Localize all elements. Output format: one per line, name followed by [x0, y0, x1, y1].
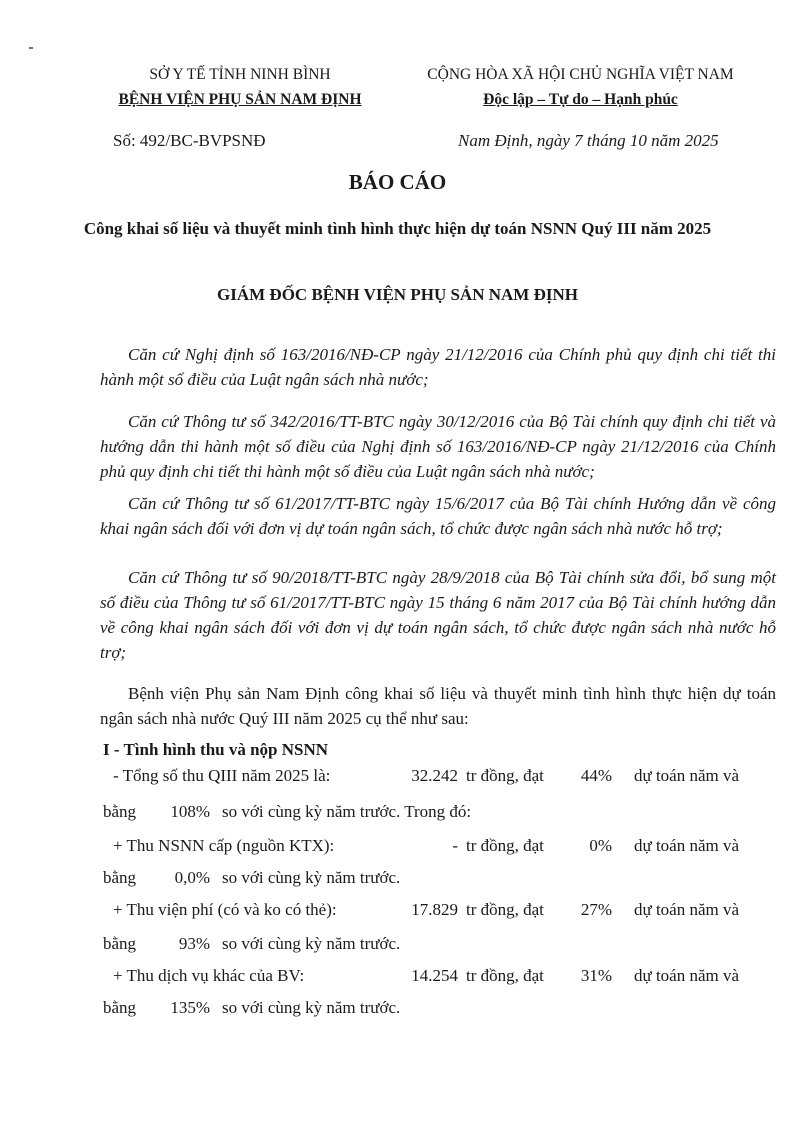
- yoy-tail-text: so với cùng kỳ năm trước.: [222, 934, 401, 953]
- unit-text: tr đồng, đạt: [466, 836, 544, 855]
- plan-percent: 27%: [580, 900, 612, 919]
- revenue-amount: 32.242: [411, 766, 458, 785]
- plan-tail-text: dự toán năm và: [634, 836, 740, 855]
- issuer-heading: GIÁM ĐỐC BỆNH VIỆN PHỤ SẢN NAM ĐỊNH: [217, 285, 578, 304]
- intro-paragraph: Bệnh viện Phụ sản Nam Định công khai số liệu và thuyết minh tình hình thực hiện dự toán ngân sách nhà nước Quý III năm 2025 cụ thể như sau:: [100, 684, 776, 728]
- legal-basis-paragraph: Căn cứ Thông tư số 90/2018/TT-BTC ngày 28/9/2018 của Bộ Tài chính sửa đổi, bổ sung một số điều của Thông tư số 61/2017/TT-BTC ngày 15 tháng 6 năm 2017 của Bộ Tài chính hướng dẫn về công khai ngân sách đối với đơn vị dự toán ngân sách, tổ chức được ngân sách nhà nước hỗ trợ;: [100, 568, 776, 662]
- plan-percent: 31%: [580, 966, 612, 985]
- bang-label: bằng: [103, 998, 137, 1017]
- plan-percent: 0%: [589, 836, 612, 855]
- unit-text: tr đồng, đạt: [466, 766, 544, 785]
- document-subtitle: Công khai số liệu và thuyết minh tình hình thực hiện dự toán NSNN Quý III năm 2025: [83, 219, 712, 238]
- bang-label: bằng: [103, 868, 137, 887]
- revenue-label: + Thu dịch vụ khác của BV:: [113, 966, 305, 985]
- yoy-percent: 0,0%: [174, 868, 210, 887]
- yoy-tail-text: so với cùng kỳ năm trước. Trong đó:: [222, 802, 472, 821]
- place-date: Nam Định, ngày 7 tháng 10 năm 2025: [458, 131, 719, 150]
- plan-tail-text: dự toán năm và: [634, 966, 740, 985]
- yoy-percent: 135%: [170, 998, 210, 1017]
- revenue-label: - Tổng số thu QIII năm 2025 là:: [113, 766, 331, 785]
- yoy-tail-text: so với cùng kỳ năm trước.: [222, 998, 401, 1017]
- legal-basis-paragraph: Căn cứ Thông tư số 342/2016/TT-BTC ngày 30/12/2016 của Bộ Tài chính quy định chi tiết và hướng dẫn thi hành một số điều của Nghị định số 163/2016/NĐ-CP ngày 21/12/2016 của Chính phủ quy định chi tiết thi hành một số điều của Luật ngân sách nhà nước;: [100, 412, 776, 481]
- revenue-label: + Thu NSNN cấp (nguồn KTX):: [113, 836, 335, 855]
- unit-text: tr đồng, đạt: [466, 966, 544, 985]
- bang-label: bằng: [103, 802, 137, 821]
- unit-text: tr đồng, đạt: [466, 900, 544, 919]
- scan-speck: [29, 47, 33, 49]
- document-number: Số: 492/BC-BVPSNĐ: [113, 131, 266, 150]
- national-motto: Độc lập – Tự do – Hạnh phúc: [483, 91, 678, 108]
- revenue-amount: 14.254: [411, 966, 458, 985]
- revenue-amount: 17.829: [411, 900, 458, 919]
- document-title: BÁO CÁO: [348, 170, 447, 194]
- bang-label: bằng: [103, 934, 137, 953]
- legal-basis-paragraph: Căn cứ Thông tư số 61/2017/TT-BTC ngày 15/6/2017 của Bộ Tài chính Hướng dẫn về công khai ngân sách đối với đơn vị dự toán ngân sách, tổ chức được ngân sách nhà nước hỗ trợ;: [100, 494, 776, 538]
- plan-tail-text: dự toán năm và: [634, 900, 740, 919]
- yoy-tail-text: so với cùng kỳ năm trước.: [222, 868, 401, 887]
- plan-percent: 44%: [580, 766, 612, 785]
- legal-basis-paragraph: Căn cứ Nghị định số 163/2016/NĐ-CP ngày 21/12/2016 của Chính phủ quy định chi tiết thi hành một số điều của Luật ngân sách nhà nước;: [100, 345, 776, 389]
- org-parent: SỞ Y TẾ TỈNH NINH BÌNH: [149, 66, 331, 83]
- section-heading: I - Tình hình thu và nộp NSNN: [103, 740, 329, 759]
- plan-tail-text: dự toán năm và: [634, 766, 740, 785]
- revenue-amount: -: [452, 836, 458, 855]
- yoy-percent: 93%: [178, 934, 210, 953]
- country-name: CỘNG HÒA XÃ HỘI CHỦ NGHĨA VIỆT NAM: [427, 66, 734, 83]
- revenue-label: + Thu viện phí (có và ko có thẻ):: [113, 900, 337, 919]
- yoy-percent: 108%: [170, 802, 210, 821]
- org-unit: BỆNH VIỆN PHỤ SẢN NAM ĐỊNH: [118, 91, 362, 108]
